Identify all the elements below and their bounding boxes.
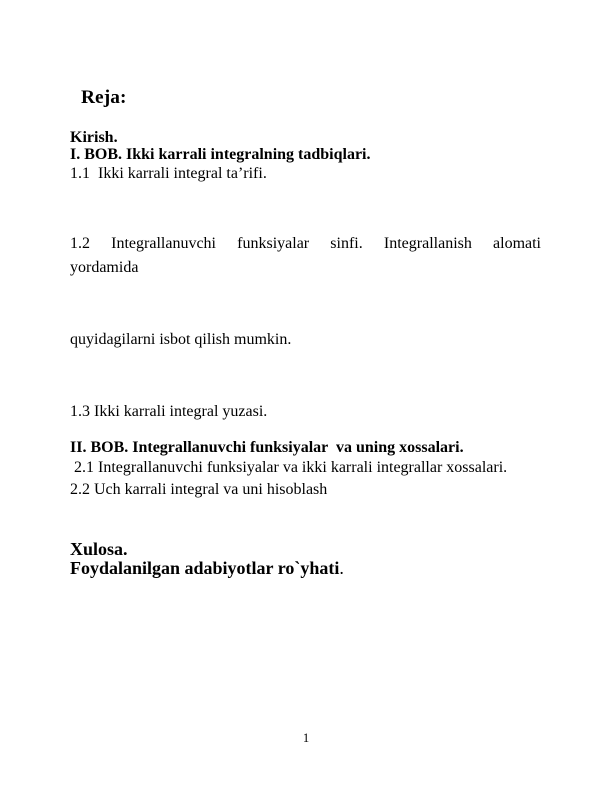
outline-item-2-2: 2.2 Uch karrali integral va uni hisoblash	[70, 480, 328, 498]
chapter-2-heading: II. BOB. Integrallanuvchi funksiyalar va uning xossalari.	[70, 439, 464, 456]
conclusion-label: Xulosa.	[70, 538, 128, 559]
page-title: Reja:	[81, 87, 127, 108]
page-content	[70, 87, 557, 578]
closing-spacer	[70, 502, 541, 540]
outline-item-1-2-line-1: 1.2 Integrallanuvchi funksiyalar sinfi. Integrallanish alomati yordamida	[70, 235, 557, 276]
chapter-spacer	[70, 424, 541, 440]
outline-item-1-3: 1.3 Ikki karrali integral yuzasi.	[70, 403, 268, 420]
outline-item-2-1: 2.1 Integrallanuvchi funksiyalar va ikki karrali integrallar xossalari.	[70, 458, 508, 476]
references-label	[70, 559, 541, 578]
references-label-period: .	[339, 557, 344, 578]
intro-label: Kirish.	[70, 129, 118, 146]
outline-item-1-2-line-2: quyidagilarni isbot qilish mumkin.	[70, 331, 292, 348]
chapter-1-heading: I. BOB. Ikki karrali integralning tadbiqlari.	[70, 145, 371, 163]
references-label-text: Foydalanilgan adabiyotlar ro`yhati	[70, 557, 340, 578]
outline-item-1-1: 1.1 Ikki karrali integral ta’rifi.	[70, 165, 267, 182]
title-spacer	[70, 108, 541, 130]
page-number: 1	[302, 731, 310, 745]
outline-item-1-2	[70, 184, 557, 400]
